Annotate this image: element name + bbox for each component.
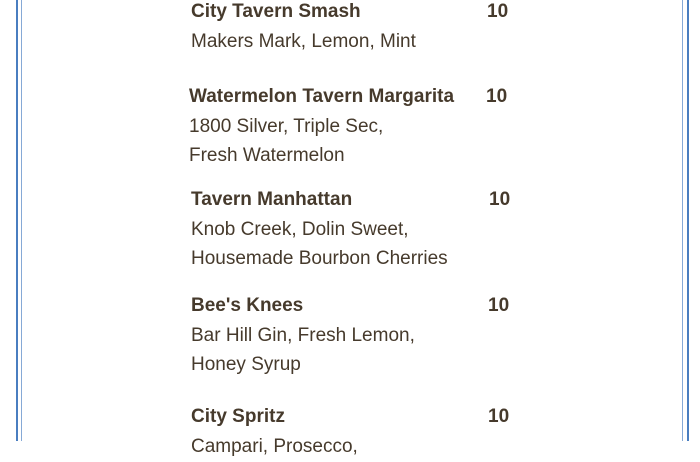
description-line: Fresh Watermelon — [189, 144, 345, 166]
description-line: Housemade Bourbon Cherries — [191, 247, 448, 269]
item-name: Watermelon Tavern Margarita — [189, 86, 455, 107]
item-name: Bee's Knees — [191, 295, 304, 316]
item-price: 10 — [487, 1, 509, 22]
right-border-outer — [687, 0, 689, 441]
item-price: 10 — [489, 189, 511, 210]
description-line: 1800 Silver, Triple Sec, — [189, 116, 384, 137]
item-price: 10 — [488, 295, 510, 316]
description-line: Campari, Prosecco, — [191, 436, 358, 457]
description-line: Makers Mark, Lemon, Mint — [191, 31, 416, 52]
left-border-inner — [21, 0, 22, 441]
item-name: City Spritz — [191, 406, 285, 427]
item-description — [191, 28, 416, 57]
item-description — [191, 322, 415, 379]
item-description — [189, 113, 383, 170]
right-border-inner — [682, 0, 683, 441]
item-name: Tavern Manhattan — [191, 189, 353, 210]
left-border-outer — [16, 0, 18, 441]
item-name: City Tavern Smash — [191, 1, 361, 22]
item-description — [191, 216, 448, 273]
item-description — [191, 433, 358, 462]
description-line: Knob Creek, Dolin Sweet, — [191, 219, 409, 240]
description-line: Bar Hill Gin, Fresh Lemon, — [191, 325, 415, 346]
item-price: 10 — [488, 406, 510, 427]
item-price: 10 — [486, 86, 508, 107]
description-line: Honey Syrup — [191, 353, 301, 375]
